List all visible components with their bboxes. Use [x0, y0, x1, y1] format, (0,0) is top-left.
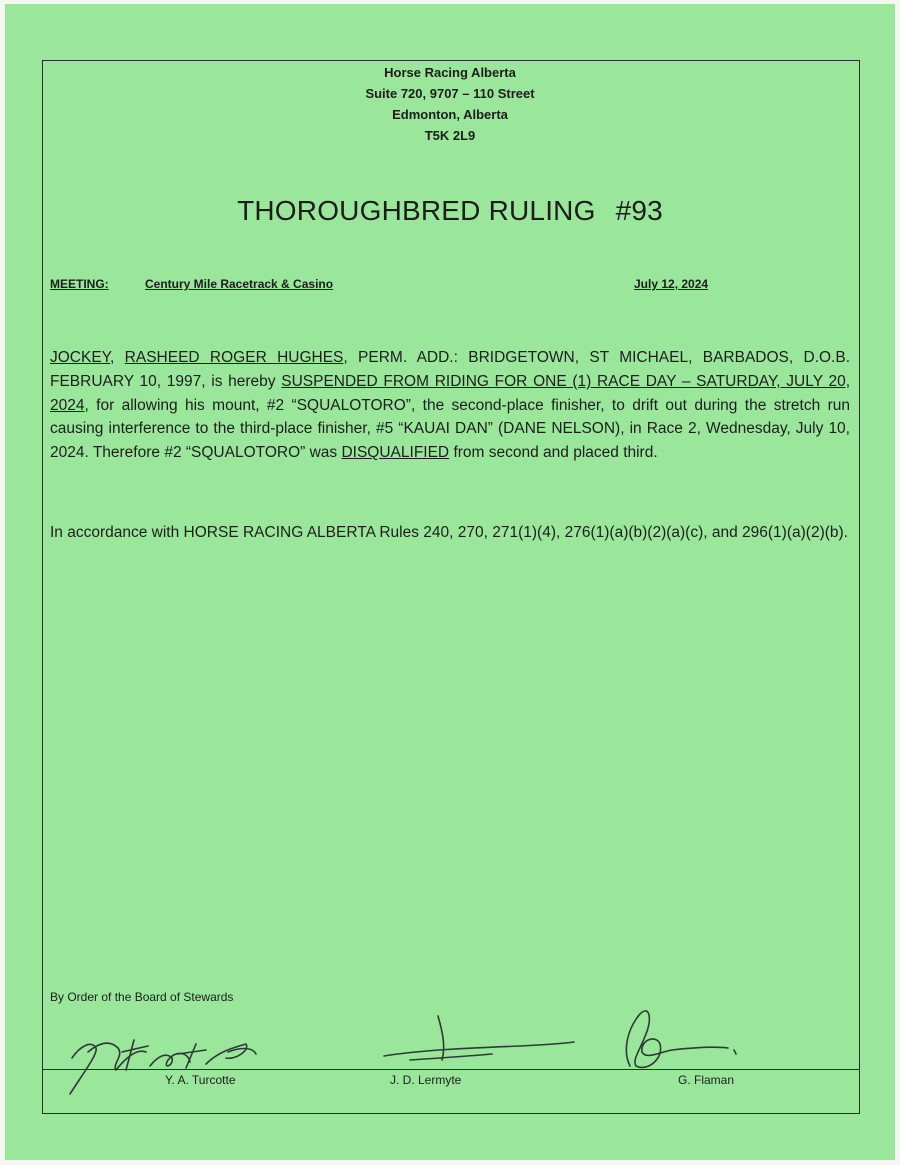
signature-lermyte: [384, 1016, 574, 1060]
meeting-venue: Century Mile Racetrack & Casino: [145, 277, 334, 291]
address-postal: T5K 2L9: [424, 128, 476, 143]
ruling-number: #93: [615, 195, 663, 226]
board-order-line: By Order of the Board of Stewards: [50, 990, 234, 1004]
signature-line: [42, 1069, 860, 1070]
ruling-title-text: THOROUGHBRED RULING: [237, 195, 596, 226]
meeting-date: July 12, 2024: [634, 277, 709, 291]
address-street: Suite 720, 9707 – 110 Street: [365, 86, 535, 101]
disqualified-term: DISQUALIFIED: [341, 444, 450, 462]
org-name: Horse Racing Alberta: [384, 65, 516, 80]
ruling-text-1: , PERM. ADD.: BRIDGETOWN, ST MICHAEL, BARBADOS, D.O.B. FEBRUARY 10, 1997, is hereby: [50, 349, 851, 390]
signature-flaman: [626, 1011, 736, 1068]
suspension-clause: SUSPENDED FROM RIDING FOR ONE (1) RACE DAY – SATURDAY, JULY 20, 2024: [50, 372, 850, 414]
steward-name-flaman: G. Flaman: [678, 1073, 735, 1087]
jockey-name: RASHEED ROGER HUGHES: [124, 349, 344, 366]
ruling-text-2: , for allowing his mount, #2 “SQUALOTORO”, the second-place finisher, to drift out during the stretch run causing interference to the third-place finisher, #5 “KAUAI DAN” (DANE NELSON), in Race 2, Wednesday, July 10, 2024. Therefore #2 “SQUALOTORO” was: [50, 396, 850, 462]
rules-paragraph: In accordance with HORSE RACING ALBERTA Rules 240, 270, 271(1)(4), 276(1)(a)(b)(2)(a)(c), and 296(1)(a)(2)(b).: [50, 524, 848, 541]
meeting-label: MEETING:: [50, 277, 109, 291]
ruling-text-3: from second and placed third.: [449, 444, 658, 462]
ruling-separator: ,: [110, 349, 125, 366]
address-city: Edmonton, Alberta: [392, 107, 508, 122]
jockey-role: JOCKEY: [50, 349, 111, 366]
steward-name-turcotte: Y. A. Turcotte: [165, 1073, 236, 1087]
steward-name-lermyte: J. D. Lermyte: [390, 1073, 462, 1087]
